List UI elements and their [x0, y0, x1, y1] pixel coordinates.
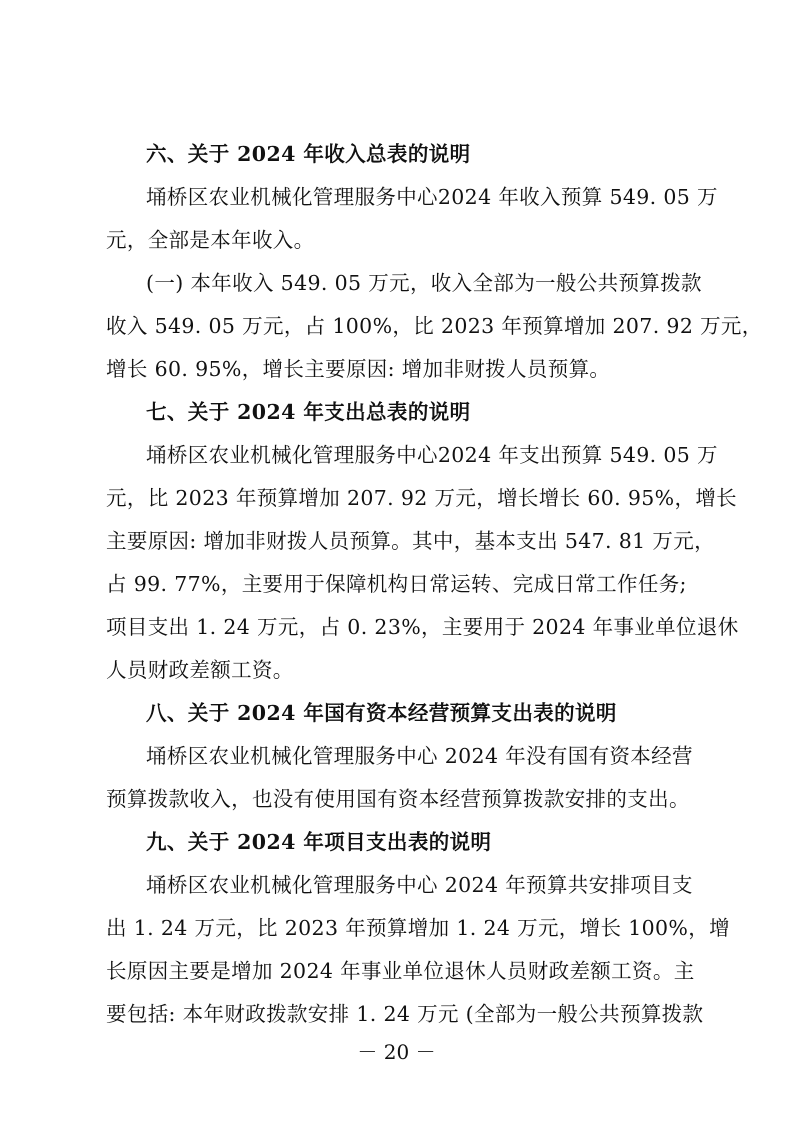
paragraph-line: 要包括: 本年财政拨款安排 1. 24 万元 (全部为一般公共预算拨款 — [106, 1002, 704, 1026]
page-number: － 20 － — [357, 1040, 436, 1064]
paragraph-line: 收入 549. 05 万元，占 100%，比 2023 年预算增加 207. 92 万元， — [106, 314, 763, 338]
paragraph-line: 预算拨款收入，也没有使用国有资本经营预算拨款安排的支出。 — [106, 787, 690, 811]
section-income — [106, 140, 763, 384]
paragraph-line: 增长 60. 95%，增长主要原因: 增加非财拨人员预算。 — [106, 357, 611, 381]
section-project-expenditure — [106, 828, 730, 1029]
paragraph-line: (一) 本年收入 549. 05 万元，收入全部为一般公共预算拨款 — [146, 271, 702, 295]
paragraph-line: 占 99. 77%，主要用于保障机构日常运转、完成日常工作任务; — [106, 572, 687, 596]
paragraph-line: 埇桥区农业机械化管理服务中心 2024 年预算共安排项目支 — [146, 873, 693, 897]
section-heading: 九、关于 2024 年项目支出表的说明 — [146, 830, 492, 854]
paragraph-line: 埇桥区农业机械化管理服务中心2024 年支出预算 549. 05 万 — [146, 443, 718, 467]
paragraph-line: 项目支出 1. 24 万元，占 0. 23%，主要用于 2024 年事业单位退休 — [106, 615, 739, 639]
paragraph-line: 元，比 2023 年预算增加 207. 92 万元，增长增长 60. 95%，增长 — [106, 486, 738, 510]
section-heading: 六、关于 2024 年收入总表的说明 — [146, 142, 471, 166]
section-heading: 七、关于 2024 年支出总表的说明 — [146, 400, 471, 424]
paragraph-line: 埇桥区农业机械化管理服务中心2024 年收入预算 549. 05 万 — [146, 185, 718, 209]
paragraph-line: 主要原因: 增加非财拨人员预算。其中，基本支出 547. 81 万元， — [106, 529, 715, 553]
paragraph-line: 出 1. 24 万元，比 2023 年预算增加 1. 24 万元，增长 100%，增 — [106, 916, 730, 940]
paragraph-line: 埇桥区农业机械化管理服务中心 2024 年没有国有资本经营 — [146, 744, 693, 768]
paragraph-line: 人员财政差额工资。 — [106, 658, 294, 682]
section-heading: 八、关于 2024 年国有资本经营预算支出表的说明 — [146, 701, 617, 725]
section-expenditure — [106, 398, 739, 685]
section-state-capital — [106, 699, 696, 814]
paragraph-line: 长原因主要是增加 2024 年事业单位退休人员财政差额工资。主 — [106, 959, 695, 983]
document-body — [106, 140, 763, 1043]
paragraph-line: 元，全部是本年收入。 — [106, 228, 315, 252]
